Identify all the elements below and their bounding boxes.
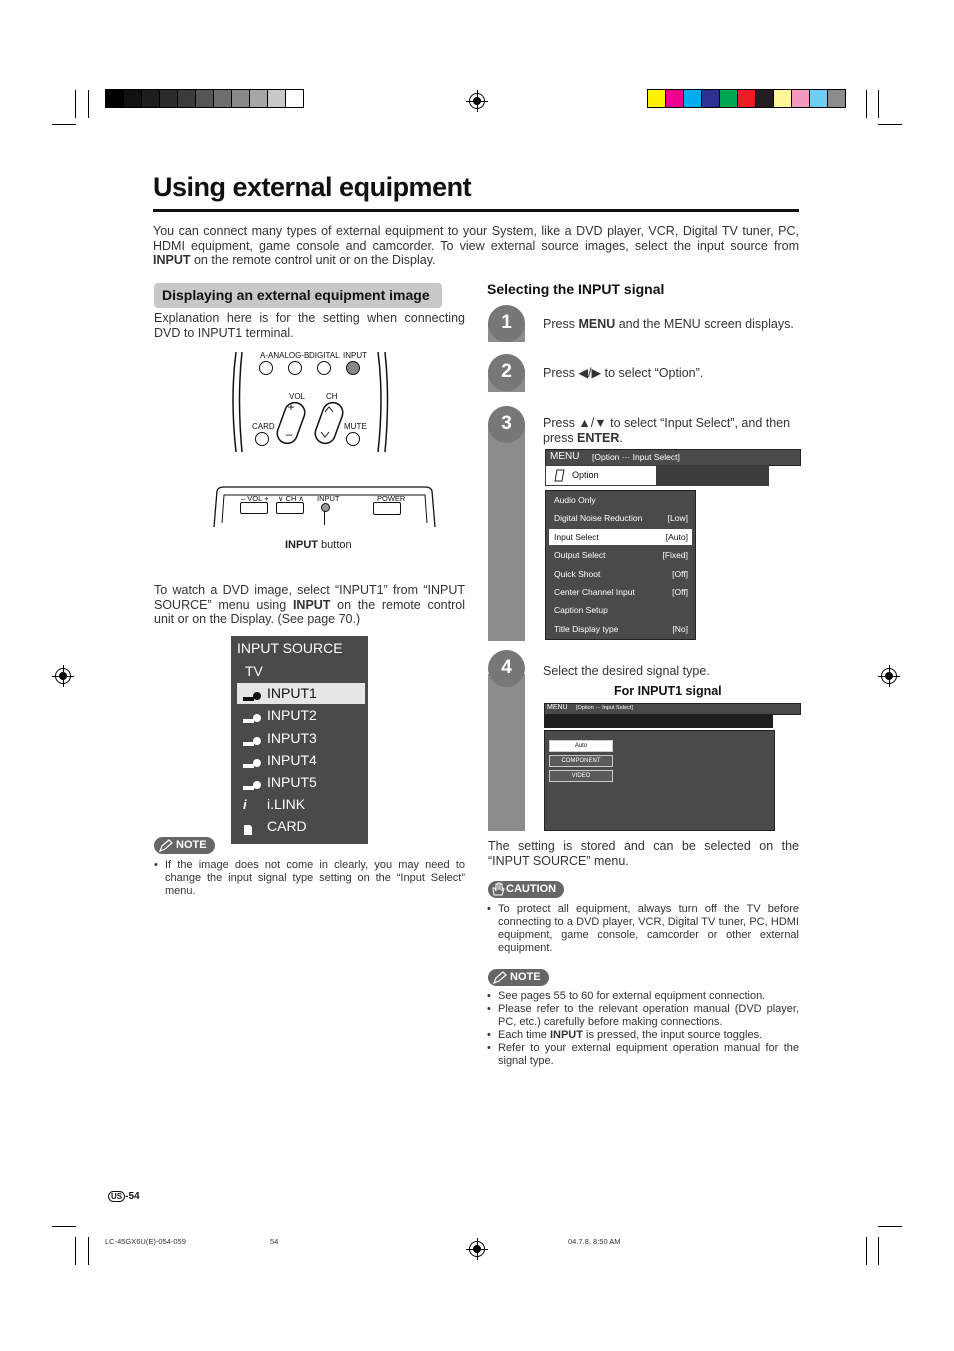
option-item-label: Caption Setup bbox=[554, 605, 608, 616]
panel-power-label: POWER bbox=[377, 494, 406, 503]
menu-bar bbox=[545, 449, 801, 466]
step-4-bar bbox=[488, 674, 525, 831]
panel-ch-button[interactable] bbox=[276, 502, 304, 514]
crop-mark bbox=[88, 1237, 89, 1265]
signal-type-menu bbox=[544, 730, 775, 831]
color-swatch bbox=[720, 90, 738, 107]
color-swatch bbox=[142, 90, 160, 107]
tab-option[interactable] bbox=[546, 466, 656, 485]
hand-icon bbox=[491, 882, 505, 896]
crop-mark bbox=[52, 1226, 76, 1227]
caution-badge bbox=[488, 881, 564, 898]
footer-file: LC-45GX6U(E)-054-059 bbox=[105, 1237, 186, 1246]
option-item-label: Quick Shoot bbox=[554, 568, 601, 579]
left-note-text: If the image does not come in clearly, you may need to change the input signal type setting on the “Input Select” menu. bbox=[165, 859, 465, 897]
input-source-item[interactable] bbox=[237, 683, 365, 704]
option-item-value: [Off] bbox=[672, 568, 688, 579]
explanation-text: Explanation here is for the setting when connecting DVD to INPUT1 terminal. bbox=[154, 311, 465, 340]
card-button[interactable] bbox=[255, 432, 269, 446]
crop-mark bbox=[75, 1237, 76, 1265]
color-swatch bbox=[196, 90, 214, 107]
input-terminal-icon bbox=[243, 710, 257, 721]
right-note-item: • Please refer to the relevant operation manual (DVD player, PC, etc.) carefully before making connections. bbox=[487, 1003, 799, 1028]
step-2-badge: 2 bbox=[488, 354, 525, 391]
color-swatch bbox=[684, 90, 702, 107]
step-3-bold: ENTER bbox=[577, 431, 620, 445]
right-note-text: Each time INPUT is pressed, the input source toggles. bbox=[498, 1029, 763, 1041]
watch-paragraph bbox=[154, 583, 465, 627]
signal-type-option[interactable]: Auto bbox=[549, 740, 613, 752]
input-source-label: INPUT3 bbox=[267, 729, 317, 746]
input-source-title: INPUT SOURCE bbox=[237, 640, 343, 656]
color-swatch bbox=[214, 90, 232, 107]
color-swatch bbox=[268, 90, 286, 107]
ch-label: CH bbox=[326, 392, 338, 401]
panel-vol-button[interactable] bbox=[240, 502, 268, 514]
input-caption-text: button bbox=[318, 539, 352, 551]
menu4-tab-strip bbox=[544, 715, 773, 728]
page-num-text: -54 bbox=[125, 1191, 140, 1202]
option-item-label: Input Select bbox=[554, 531, 599, 542]
crop-mark bbox=[75, 90, 76, 118]
option-icon bbox=[554, 469, 565, 482]
step-1-badge: 1 bbox=[488, 305, 525, 342]
intro-paragraph bbox=[153, 224, 799, 268]
option-menu-item[interactable] bbox=[549, 492, 692, 508]
color-swatch bbox=[648, 90, 666, 107]
footer-timestamp: 04.7.8, 8:50 AM bbox=[568, 1237, 621, 1246]
input-caption-bold: INPUT bbox=[285, 539, 318, 551]
input-source-label: INPUT1 bbox=[267, 685, 317, 702]
color-swatch bbox=[286, 90, 303, 107]
color-swatch bbox=[232, 90, 250, 107]
vol-label: VOL bbox=[289, 392, 306, 401]
input-source-label: i.LINK bbox=[267, 796, 306, 813]
step-3-bar bbox=[488, 424, 525, 641]
color-swatch bbox=[106, 90, 124, 107]
right-note-label: NOTE bbox=[510, 971, 541, 983]
step-1-text-b: and the MENU screen displays. bbox=[615, 317, 794, 331]
crop-mark bbox=[878, 1226, 902, 1227]
svg-text:+: + bbox=[287, 400, 295, 414]
input-source-item[interactable] bbox=[237, 705, 365, 726]
panel-ch-label: ∨ CH ∧ bbox=[278, 494, 304, 503]
input-source-label: INPUT4 bbox=[267, 751, 317, 768]
color-swatch bbox=[124, 90, 142, 107]
mute-button[interactable] bbox=[346, 432, 360, 446]
option-item-label: Center Channel Input bbox=[554, 587, 635, 597]
color-swatch bbox=[828, 90, 845, 107]
step-3-text-b: . bbox=[619, 431, 623, 445]
page-title: Using external equipment bbox=[153, 172, 472, 202]
note-label: NOTE bbox=[176, 839, 207, 851]
selecting-heading: Selecting the INPUT signal bbox=[487, 281, 665, 297]
panel-input-label: INPUT bbox=[317, 494, 340, 503]
menu4-label: MENU bbox=[547, 704, 568, 711]
input-source-label: CARD bbox=[267, 818, 307, 835]
color-swatch bbox=[810, 90, 828, 107]
option-menu-item[interactable] bbox=[549, 547, 692, 563]
watch-text-b: on the remote control unit or on the Display. (See page 70.) bbox=[154, 597, 465, 627]
signal-type-option[interactable]: VIDEO bbox=[549, 770, 613, 782]
tab-option-label: Option bbox=[572, 470, 599, 480]
input-source-item[interactable] bbox=[237, 816, 365, 837]
menu-label: MENU bbox=[550, 451, 580, 462]
input-terminal-icon bbox=[243, 777, 257, 788]
input-source-label: INPUT2 bbox=[267, 707, 317, 724]
menu-path: [Option ··· Input Select] bbox=[592, 452, 680, 462]
option-menu-list bbox=[545, 490, 696, 640]
digital-label: DIGITAL bbox=[309, 351, 340, 360]
stored-text: The setting is stored and can be selected on the “INPUT SOURCE” menu. bbox=[488, 839, 799, 868]
step-2-text: Press ◀/▶ to select “Option”. bbox=[543, 366, 704, 380]
input-source-label: INPUT5 bbox=[267, 774, 317, 790]
input-button-caption bbox=[285, 539, 352, 551]
color-swatch bbox=[666, 90, 684, 107]
input-source-menu bbox=[231, 636, 368, 844]
input-terminal-icon bbox=[243, 688, 257, 699]
step-1-bold: MENU bbox=[578, 317, 616, 331]
input-label: INPUT bbox=[343, 351, 367, 360]
svg-text:–: – bbox=[285, 427, 293, 441]
option-item-value: [Low] bbox=[667, 513, 688, 524]
right-note-text: Refer to your external equipment operation manual for the signal type. bbox=[498, 1042, 799, 1067]
color-swatch bbox=[774, 90, 792, 107]
option-item-label: Audio Only bbox=[554, 495, 596, 505]
registration-mark-icon bbox=[881, 668, 897, 684]
card-icon bbox=[243, 821, 257, 832]
option-menu-item[interactable] bbox=[549, 602, 692, 618]
color-swatch bbox=[160, 90, 178, 107]
digital-button[interactable] bbox=[288, 361, 302, 375]
crop-mark bbox=[866, 1237, 867, 1265]
intro-bold: INPUT bbox=[153, 253, 191, 268]
right-note-item: • Each time INPUT is pressed, the input source toggles. bbox=[487, 1029, 799, 1042]
input-source-label: TV bbox=[245, 663, 263, 679]
option-tab-strip bbox=[545, 465, 769, 486]
color-swatch bbox=[702, 90, 720, 107]
caution-label: CAUTION bbox=[506, 883, 557, 895]
registration-mark-icon bbox=[55, 668, 71, 684]
step-4-badge: 4 bbox=[488, 650, 525, 687]
panel-power-button[interactable] bbox=[373, 502, 401, 515]
card-label: CARD bbox=[252, 422, 275, 431]
step-3-text-a: Press ▲/▼ to select “Input Select”, and then press bbox=[543, 416, 791, 445]
input-source-item[interactable] bbox=[237, 750, 365, 771]
option-item-value: [No] bbox=[672, 623, 688, 634]
signal-heading: For INPUT1 signal bbox=[614, 684, 722, 698]
crop-mark bbox=[88, 90, 89, 118]
crop-mark bbox=[878, 124, 902, 125]
input-source-item[interactable] bbox=[237, 661, 365, 682]
step-1-text-a: Press bbox=[543, 317, 579, 331]
option-menu-item[interactable] bbox=[549, 584, 692, 600]
analog-label: A-ANALOG-B bbox=[260, 351, 310, 360]
section-subheading: Displaying an external equipment image bbox=[154, 283, 442, 308]
analog-button[interactable] bbox=[259, 361, 273, 375]
option-item-label: Title Display type bbox=[554, 623, 619, 634]
ilink-icon: i bbox=[243, 797, 247, 813]
right-notes-list bbox=[487, 990, 799, 1068]
color-bar bbox=[647, 89, 846, 108]
option-item-value: [Auto] bbox=[665, 531, 688, 542]
watch-text-a: To watch a DVD image, select “INPUT1” from “INPUT SOURCE” menu using bbox=[154, 583, 465, 612]
step-1-text bbox=[543, 317, 794, 332]
grayscale-bar bbox=[105, 89, 304, 108]
watch-bold: INPUT bbox=[292, 597, 331, 612]
color-swatch bbox=[792, 90, 810, 107]
registration-mark-icon bbox=[469, 1241, 485, 1257]
pencil-icon bbox=[493, 971, 507, 984]
menu4-bar bbox=[544, 703, 801, 715]
option-menu-item[interactable] bbox=[549, 510, 692, 526]
title-rule bbox=[153, 209, 799, 212]
option-item-label: Output Select bbox=[554, 550, 606, 561]
option-menu-item[interactable] bbox=[549, 529, 692, 545]
panel-vol-label: – VOL + bbox=[241, 494, 269, 503]
input-terminal-icon bbox=[243, 755, 257, 766]
color-swatch bbox=[178, 90, 196, 107]
left-note-item: • If the image does not come in clearly, you may need to change the input signal type setting on the “Input Select” menu. bbox=[154, 859, 465, 897]
input-source-item[interactable] bbox=[237, 794, 365, 815]
color-swatch bbox=[738, 90, 756, 107]
step-4-text: Select the desired signal type. bbox=[543, 664, 710, 678]
note-badge bbox=[154, 837, 215, 854]
digital2-button[interactable] bbox=[317, 361, 331, 375]
option-menu-item[interactable] bbox=[549, 621, 692, 637]
crop-mark bbox=[866, 90, 867, 118]
footer-page: 54 bbox=[270, 1237, 279, 1246]
crop-mark bbox=[878, 1237, 879, 1265]
option-item-label: Digital Noise Reduction bbox=[554, 513, 643, 524]
right-note-item: • See pages 55 to 60 for external equipment connection. bbox=[487, 990, 799, 1003]
menu4-path: [Option ··· Input Select] bbox=[576, 705, 633, 711]
intro-text-b: on the remote control unit or on the Display. bbox=[190, 253, 436, 268]
input-terminal-icon bbox=[243, 733, 257, 744]
crop-mark bbox=[878, 90, 879, 118]
option-item-value: [Off] bbox=[672, 587, 688, 597]
remote-body-outline bbox=[228, 348, 393, 456]
registration-mark-icon bbox=[469, 93, 485, 109]
color-swatch bbox=[250, 90, 268, 107]
caution-text: To protect all equipment, always turn off the TV before connecting to a DVD player, VCR, Digital TV tuner, PC, HDMI equipment, game console, camcorder or other external equipment. bbox=[498, 903, 799, 954]
remote-illustration bbox=[228, 348, 393, 456]
input-source-item[interactable] bbox=[237, 728, 365, 749]
right-note-badge bbox=[488, 969, 549, 986]
input-pointer-line bbox=[324, 511, 325, 525]
panel-input-button[interactable] bbox=[321, 503, 330, 512]
pencil-icon bbox=[159, 839, 173, 852]
right-note-text: See pages 55 to 60 for external equipment connection. bbox=[498, 990, 766, 1002]
display-panel-illustration bbox=[212, 485, 437, 530]
right-note-text: Please refer to the relevant operation manual (DVD player, PC, etc.) carefully before making connections. bbox=[498, 1003, 799, 1028]
color-swatch bbox=[756, 90, 774, 107]
signal-type-option[interactable]: COMPONENT bbox=[549, 755, 613, 767]
option-item-value: [Fixed] bbox=[662, 550, 688, 561]
intro-text-a: You can connect many types of external equipment to your System, like a DVD player, VCR, Digital TV tuner, PC, HDMI equipment, game console and camcorder. To view external source images, select the input source from bbox=[153, 224, 799, 253]
right-note-item: • Refer to your external equipment operation manual for the signal type. bbox=[487, 1042, 799, 1067]
page-number bbox=[108, 1191, 140, 1202]
crop-mark bbox=[52, 124, 76, 125]
step-3-text bbox=[543, 416, 800, 446]
mute-label: MUTE bbox=[344, 422, 367, 431]
option-menu-item[interactable] bbox=[549, 566, 692, 582]
region-badge: US bbox=[108, 1191, 125, 1202]
caution-item: • To protect all equipment, always turn off the TV before connecting to a DVD player, VCR, Digital TV tuner, PC, HDMI equipment, game console, camcorder or other external equipment. bbox=[487, 903, 799, 954]
remote-input-button[interactable] bbox=[346, 361, 360, 375]
input-source-item[interactable] bbox=[237, 772, 365, 793]
step-3-badge: 3 bbox=[488, 406, 525, 443]
